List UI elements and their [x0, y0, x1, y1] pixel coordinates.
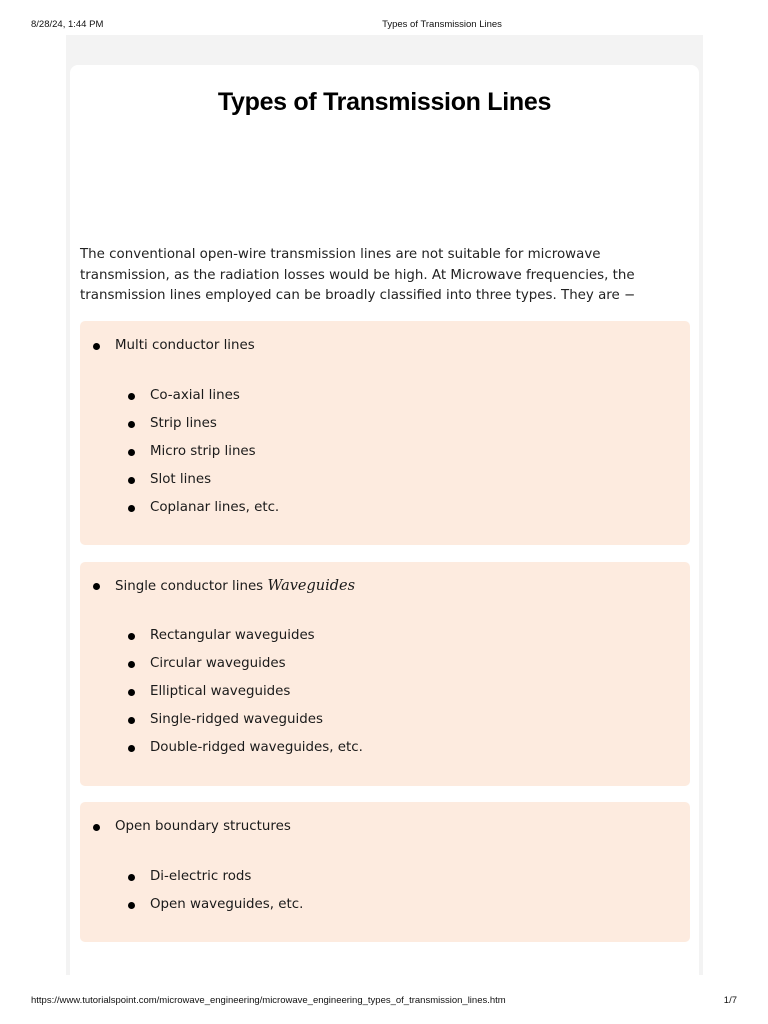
sub-item-label: Strip lines [150, 416, 217, 431]
list-item [115, 337, 255, 355]
sub-item-label: Co-axial lines [150, 388, 240, 403]
bullet-icon [128, 421, 135, 428]
list-item [150, 471, 211, 489]
sub-item-label: Double-ridged waveguides, etc. [150, 740, 363, 755]
bullet-icon [128, 661, 135, 668]
group-label: Open boundary structures [115, 819, 291, 834]
list-item [150, 896, 303, 914]
list-item [150, 655, 286, 673]
list-item [150, 499, 279, 517]
list-item [150, 415, 217, 433]
bullet-icon [128, 505, 135, 512]
bullet-icon [128, 902, 135, 909]
bullet-icon [128, 874, 135, 881]
bullet-icon [128, 745, 135, 752]
print-header [0, 19, 768, 33]
list-item [150, 683, 290, 701]
bullet-icon [128, 393, 135, 400]
math-note: Waveguides [267, 578, 356, 594]
sub-item-label: Single-ridged waveguides [150, 712, 323, 727]
sub-item-label: Coplanar lines, etc. [150, 500, 280, 515]
bullet-icon [93, 343, 100, 350]
print-datetime: 8/28/24, 1:44 PM [31, 19, 104, 30]
page-title: Types of Transmission Lines [217, 88, 552, 116]
list-item [150, 387, 240, 405]
bullet-icon [128, 477, 135, 484]
bullet-icon [128, 717, 135, 724]
sub-item-label: Elliptical waveguides [150, 684, 291, 699]
print-url: https://www.tutorialspoint.com/microwave_engineering/microwave_engineering_types_of_transmission_lines.htm [31, 995, 506, 1006]
bullet-icon [93, 824, 100, 831]
list-item [115, 818, 291, 836]
sub-item-label: Slot lines [150, 472, 212, 487]
list-item [115, 577, 355, 596]
list-item [150, 443, 256, 461]
sub-item-label: Open waveguides, etc. [150, 897, 304, 912]
bullet-icon [128, 633, 135, 640]
list-item [150, 739, 363, 757]
sub-item-label: Di-electric rods [150, 869, 252, 884]
intro-paragraph: The conventional open-wire transmission lines are not suitable for microwave transmission, as the radiation losses would be high. At Microwave frequencies, the transmission lines employed can be broadly classified into three types. They are − [80, 247, 636, 303]
page-indicator: 1/7 [723, 995, 737, 1006]
bullet-icon [128, 689, 135, 696]
group-label: Multi conductor lines [115, 338, 255, 353]
list-item [150, 868, 251, 886]
sub-item-label: Micro strip lines [150, 444, 256, 459]
sub-item-label: Rectangular waveguides [150, 628, 315, 643]
print-document-title: Types of Transmission Lines [382, 19, 502, 30]
sub-item-label: Circular waveguides [150, 656, 286, 671]
bullet-icon [128, 449, 135, 456]
list-item [150, 627, 315, 645]
print-footer [0, 995, 768, 1009]
bullet-icon [93, 583, 100, 590]
group-label: Single conductor lines [115, 579, 264, 594]
list-item [150, 711, 323, 729]
